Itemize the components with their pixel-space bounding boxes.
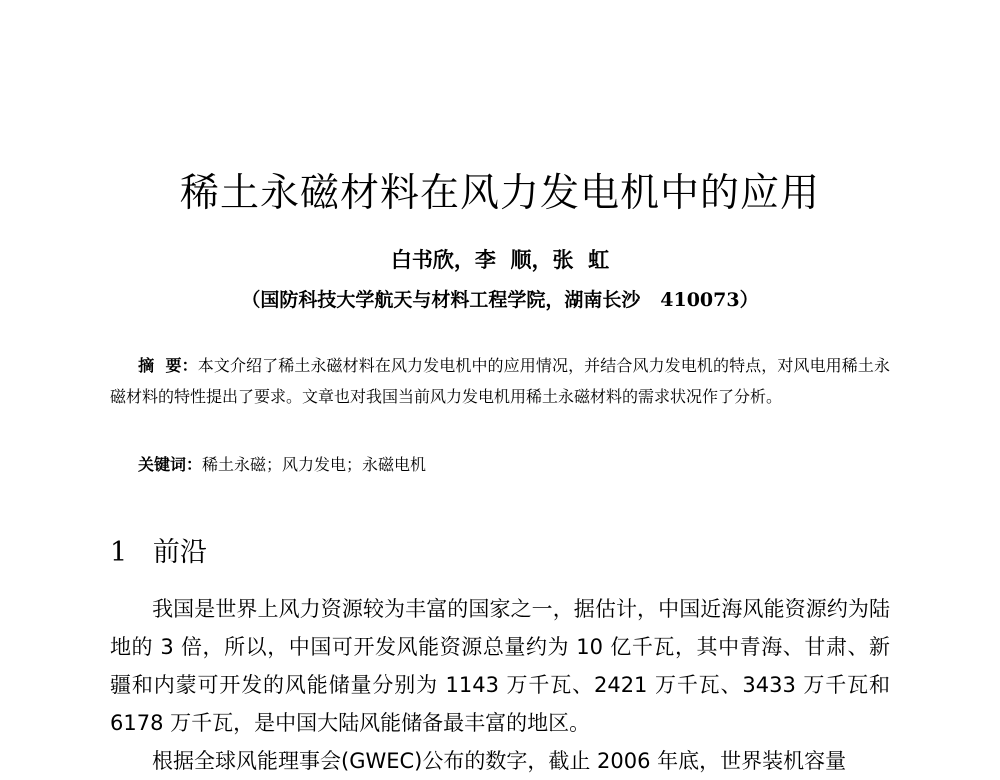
section-body [110,590,890,780]
body-paragraph [110,590,890,742]
section-heading: 1 前沿 [110,537,207,568]
body-paragraph-text: 根据全球风能理事会(GWEC)公布的数字，截止 2006 年底，世界装机容量 [152,749,847,773]
keywords-label: 关键词： [138,455,203,474]
keywords-text: 稀土永磁；风力发电；永磁电机 [202,455,427,474]
keywords-block [138,452,898,478]
body-paragraph [110,742,890,780]
body-paragraph-text: 我国是世界上风力资源较为丰富的国家之一，据估计，中国近海风能资源约为陆地的 3 倍，所以，中国可开发风能资源总量约为 10 亿千瓦，其中青海、甘肃、新疆和内蒙可开发的风能储量分别为 1143 万千瓦、2421 万千瓦、3433 万千瓦和 6178 万千瓦，是中国大陆风能储备最丰富的地区。 [110,597,890,735]
abstract-text: 本文介绍了稀土永磁材料在风力发电机中的应用情况，并结合风力发电机的特点，对风电用稀土永磁材料的特性提出了要求。文章也对我国当前风力发电机用稀土永磁材料的需求状况作了分析。 [110,356,890,406]
paper-affiliation: （国防科技大学航天与材料工程学院，湖南长沙 410073） [241,289,759,311]
paper-authors: 白书欣，李 顺，张 虹 [390,247,610,272]
abstract-block [110,350,890,412]
paper-title: 稀土永磁材料在风力发电机中的应用 [179,171,820,216]
abstract-label: 摘 要： [138,356,198,375]
